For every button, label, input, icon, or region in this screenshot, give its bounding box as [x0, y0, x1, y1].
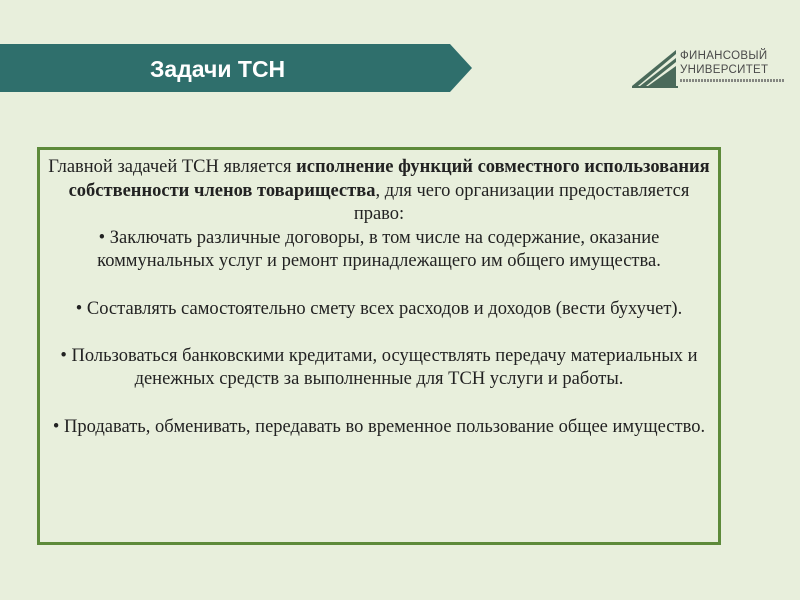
content-text: [44, 156, 714, 439]
spacer: [44, 321, 714, 345]
university-logo: [630, 46, 788, 90]
spacer: [44, 274, 714, 298]
bullet-item: • Заключать различные договоры, в том числе на содержание, оказание коммунальных услуг и ремонт принадлежащего им общего имущества.: [97, 227, 661, 272]
slide-title: Задачи ТСН: [150, 56, 286, 82]
title-banner: [0, 44, 472, 92]
logo-text-line1: ФИНАНСОВЫЙ: [680, 50, 768, 62]
logo-emblem-icon: [630, 46, 680, 90]
spacer: [44, 392, 714, 416]
bullet-item: • Продавать, обменивать, передавать во временное пользование общее имущество.: [52, 416, 706, 437]
logo-text-line2: УНИВЕРСИТЕТ: [680, 64, 769, 76]
intro-paragraph: [44, 156, 714, 227]
bullet-item: • Пользоваться банковскими кредитами, осуществлять передачу материальных и денежных средств за выполненные для ТСН услуги и работы.: [60, 345, 698, 390]
content-box: [37, 147, 721, 545]
intro-text-start: Главной задачей ТСН является: [48, 157, 297, 177]
logo-subtext: [680, 79, 784, 82]
intro-text-end: , для чего организации предоставляется право:: [353, 180, 690, 225]
intro-emphasis: исполнение функций совместного использования собственности членов товарищества: [68, 157, 710, 201]
bullet-item: • Составлять самостоятельно смету всех расходов и доходов (вести бухучет).: [75, 298, 683, 319]
